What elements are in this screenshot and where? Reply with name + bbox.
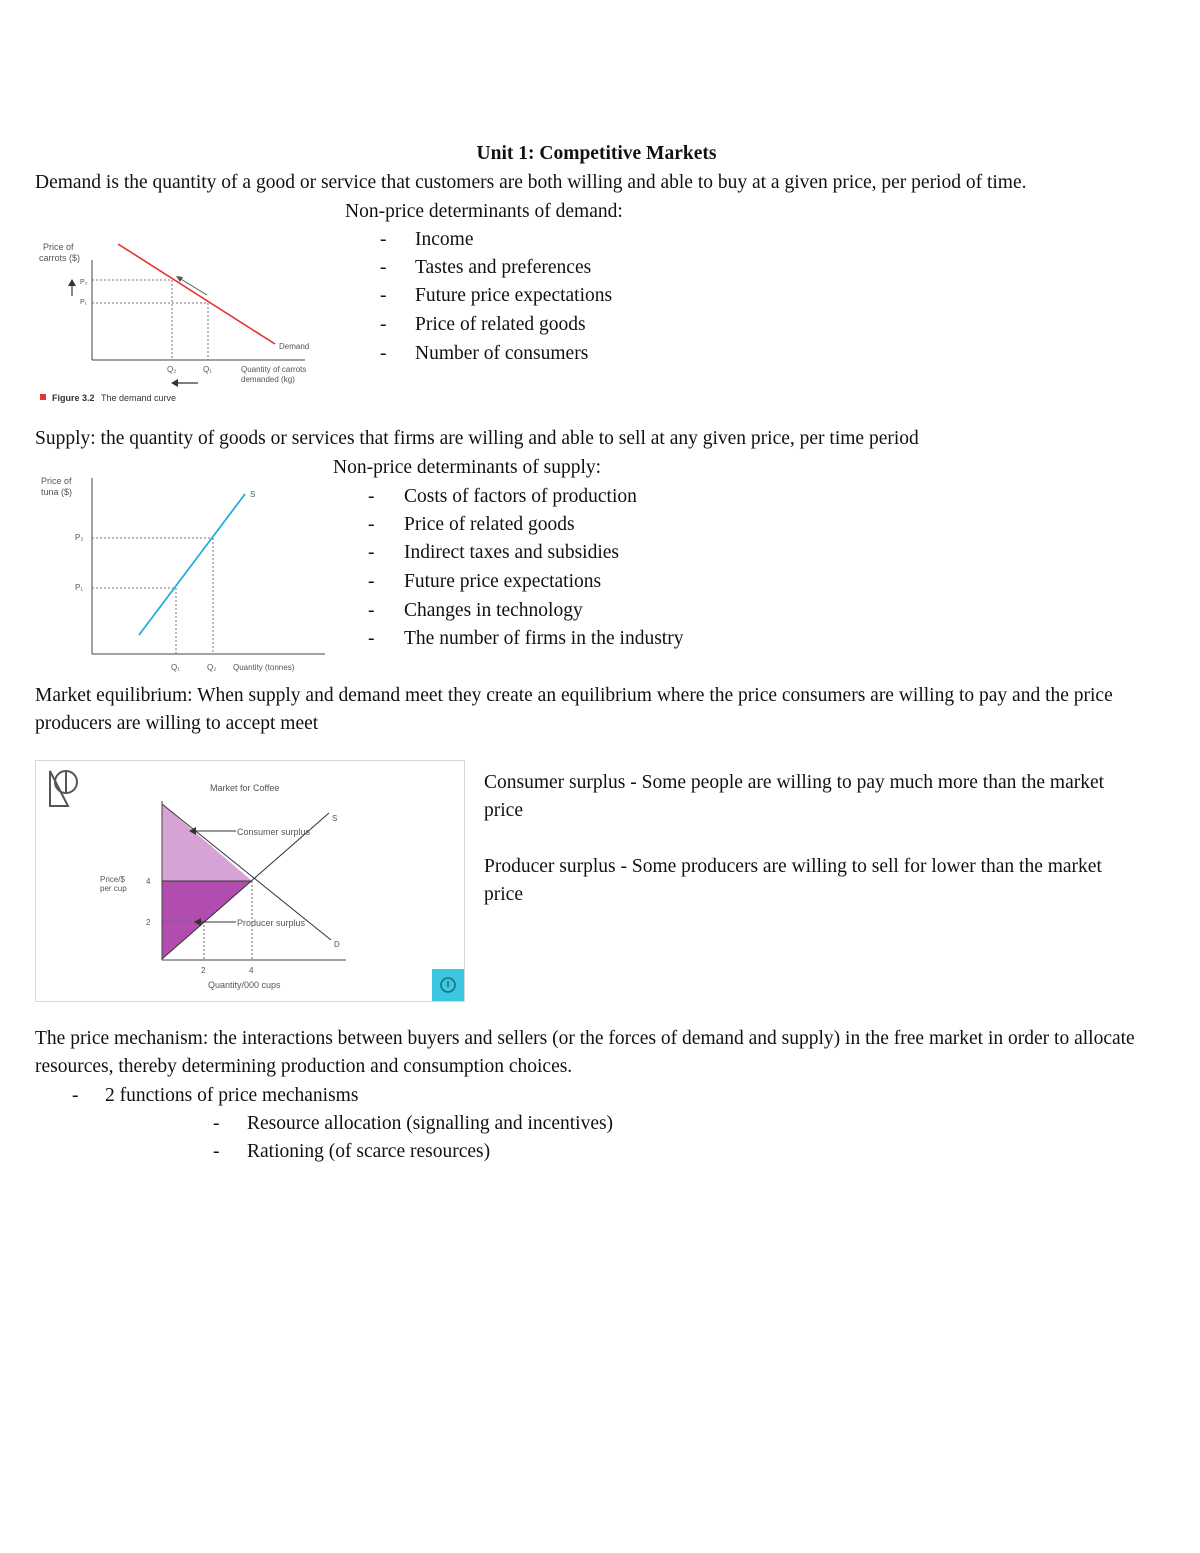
functions-heading-text: 2 functions of price mechanisms (105, 1085, 359, 1106)
list-item-text: Indirect taxes and subsidies (404, 542, 619, 563)
coffee-s-label: S (332, 814, 338, 823)
coffee-y-tick-2: 2 (146, 918, 151, 927)
list-item-text: Future price expectations (415, 285, 613, 306)
producer-surplus-text: Producer surplus - Some producers are willing to sell for lower than the market price (484, 856, 1102, 905)
bullet-dash: - (213, 1113, 220, 1134)
bullet-dash: - (380, 285, 387, 306)
bullet-dash: - (368, 628, 375, 649)
coffee-x-tick-4: 4 (249, 966, 254, 975)
demand-ylabel-line2: carrots ($) (39, 253, 81, 263)
demand-figure-caption: The demand curve (101, 393, 177, 403)
coffee-chart-svg (36, 761, 464, 1001)
bullet-dash: - (380, 257, 387, 278)
list-item-text: Changes in technology (404, 600, 583, 621)
supply-p2-label: P₂ (75, 533, 84, 542)
consumer-surplus-text: Consumer surplus - Some people are willing to pay much more than the market price (484, 772, 1105, 821)
coffee-x-tick-2: 2 (201, 966, 206, 975)
list-item-text: Costs of factors of production (404, 486, 637, 507)
supply-curve-label: S (250, 490, 256, 499)
bullet-dash: - (380, 343, 387, 364)
list-item-text: Price of related goods (415, 314, 586, 335)
list-item-text: Income (415, 229, 474, 250)
supply-definition: Supply: the quantity of goods or services that firms are willing and able to sell at any given price, per time period (35, 428, 919, 449)
bullet-dash: - (368, 542, 375, 563)
consumer-surplus-label: Consumer surplus (237, 827, 311, 837)
supply-p1-label: P₁ (75, 583, 84, 592)
coffee-y-tick-4: 4 (146, 877, 151, 886)
price-mechanism-definition: The price mechanism: the interactions between buyers and sellers (or the forces of demand and supply) in the free market in order to allocate resources, thereby determining production and consumption choices. (35, 1028, 1135, 1077)
supply-q1-label: Q₁ (171, 663, 180, 672)
bullet-dash: - (368, 486, 375, 507)
demand-curve-line (118, 244, 275, 344)
caption-square-icon (40, 394, 46, 400)
equilibrium-definition: Market equilibrium: When supply and demand meet they create an equilibrium where the price consumers are willing to pay and the price producers are willing to accept meet (35, 685, 1113, 734)
list-item-text: The number of firms in the industry (404, 628, 684, 649)
list-item-text: Rationing (of scarce resources) (247, 1141, 491, 1162)
supply-curve-figure (35, 470, 335, 676)
market-for-coffee-figure (35, 760, 465, 1002)
bullet-dash: - (368, 514, 375, 535)
supply-xlabel: Quantity (tonnes) (233, 663, 295, 672)
demand-curve-figure (35, 232, 335, 408)
bullet-dash: - (213, 1141, 220, 1162)
price-up-arrowhead-icon (68, 279, 76, 286)
supply-q2-label: Q₂ (207, 663, 217, 672)
bullet-dash: - (368, 571, 375, 592)
bullet-dash: - (380, 314, 387, 335)
page-title: Unit 1: Competitive Markets (476, 143, 717, 164)
coffee-ylabel-line2: per cup (100, 884, 127, 893)
quantity-left-arrowhead-icon (171, 379, 178, 387)
demand-definition: Demand is the quantity of a good or service that customers are both willing and able to buy at a given price, per period of time. (35, 172, 1027, 193)
demand-figure-number: Figure 3.2 (52, 393, 95, 403)
demand-p1-label: P₁ (80, 299, 88, 306)
list-item-text: Future price expectations (404, 571, 602, 592)
consumer-surplus-area (162, 804, 252, 881)
producer-surplus-label: Producer surplus (237, 918, 306, 928)
list-item-text: Tastes and preferences (415, 257, 592, 278)
supply-determinants-heading: Non-price determinants of supply: (333, 457, 602, 478)
supply-curve-line (139, 494, 245, 635)
bullet-dash: - (368, 600, 375, 621)
bullet-dash: - (380, 229, 387, 250)
list-item-text: Resource allocation (signalling and incentives) (247, 1113, 614, 1134)
list-item-text: Price of related goods (404, 514, 575, 535)
demand-ylabel-line1: Price of (43, 242, 74, 252)
demand-curve-label: Demand (279, 342, 310, 351)
demand-q1-label: Q₁ (203, 365, 212, 374)
demand-p2-label: P₂ (80, 279, 88, 286)
demand-q2-label: Q₂ (167, 365, 177, 374)
list-item-text: Number of consumers (415, 343, 589, 364)
bullet-dash: - (72, 1085, 79, 1106)
demand-xlabel-line1: Quantity of carrots (241, 365, 307, 374)
supply-ylabel-line2: tuna ($) (41, 487, 73, 497)
supply-ylabel-line1: Price of (41, 476, 72, 486)
demand-xlabel-line2: demanded (kg) (241, 375, 295, 384)
coffee-chart-title: Market for Coffee (210, 783, 280, 793)
demand-determinants-heading: Non-price determinants of demand: (345, 201, 623, 222)
coffee-ylabel-line1: Price/$ (100, 875, 125, 884)
coffee-xlabel: Quantity/000 cups (208, 980, 281, 990)
coffee-d-label: D (334, 940, 340, 949)
